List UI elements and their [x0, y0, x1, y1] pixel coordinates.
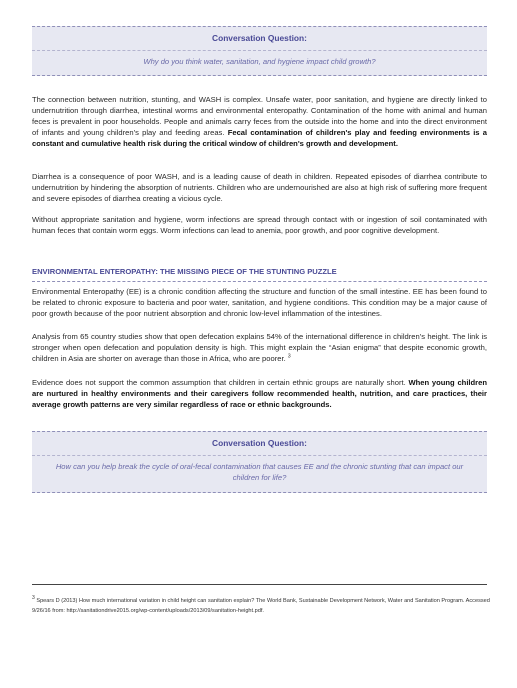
ee-paragraph: Environmental Enteropathy (EE) is a chronic condition affecting the structure and function of the small intestine. EE has been found to be related to chronic exposure to bacteria and poor water, sanitation, and hygiene conditions. This condition may be a major cause of poor growth because of the poor nutrient absorption and chronic low-level inflammation of the intestines.: [32, 287, 487, 318]
intro-paragraph: [32, 94, 487, 149]
analysis-paragraph: [32, 331, 487, 364]
worm-paragraph: Without appropriate sanitation and hygiene, worm infections are spread through contact with or ingestion of soil contaminated with human feces that contain worm eggs. Worm infections can lead to anemia, poor growth, and poor cognitive development.: [32, 215, 487, 235]
footnote-text: Spears D (2013) How much international variation in child height can sanitation explain? The World Bank, Sustainable Development Network, Water and Sanitation Program. Accessed 9/26/16 from: http://sanitationdrive2015.org/wp-content/uploads/2013/09/sanitation-height.pdf.: [32, 598, 490, 614]
intro-text: The connection between nutrition, stunting, and WASH is complex. Unsafe water, poor sanitation, and hygiene are directly linked to undernutrition through diarrhea, intestinal worms and environmental enteropathy. Contamination of the home with animal and human feces is prevalent in poor households. People and animals carry feces from the outside into the home and into the direct environment of infants and young children's play and feeding areas.: [32, 95, 487, 137]
footnote-reference[interactable]: 3: [287, 353, 291, 360]
evidence-bold-text: When young children are nurtured in healthy environments and their caregivers follow recommended health, nutrition, and care practices, their average growth patterns are very similar regardless of race or ethnic backgrounds.: [32, 378, 487, 409]
intro-bold-text: Fecal contamination of children's play and feeding environments is a constant and cumulative health risk during the critical window of children's growth and development.: [32, 128, 487, 148]
section-heading: ENVIRONMENTAL ENTEROPATHY: THE MISSING PIECE OF THE STUNTING PUZZLE: [32, 267, 337, 276]
conversation-question: How can you help break the cycle of oral-fecal contamination that causes EE and the chronic stunting that can impact our children for life?: [55, 462, 464, 482]
conversation-title: Conversation Question:: [212, 33, 307, 43]
conversation-question: Why do you think water, sanitation, and hygiene impact child growth?: [143, 57, 376, 66]
conversation-box-top: [32, 26, 487, 76]
section-divider: [32, 281, 487, 282]
conversation-title: Conversation Question:: [212, 438, 307, 448]
footnote-divider: [32, 584, 487, 585]
diarrhea-paragraph: Diarrhea is a consequence of poor WASH, and is a leading cause of death in children. Repeated episodes of diarrhea contribute to undernutrition by hindering the absorption of nutrients. Children who are undernourished are also at high risk of suffering more frequent and severe episodes of diarrhea creating a vicious cycle.: [32, 172, 487, 203]
conversation-box-bottom: [32, 431, 487, 493]
evidence-paragraph: [32, 377, 487, 410]
analysis-text: Analysis from 65 country studies show that open defecation explains 54% of the international difference in children's height. The link is stronger when open defecation and population density is high. This might explain the “Asian enigma” that despite economic growth, children in Asia are shorter on average than those in Africa, who are poorer.: [32, 332, 487, 363]
footnote-number: 3: [32, 595, 35, 602]
footnote: [32, 596, 492, 616]
evidence-text: Evidence does not support the common assumption that children in certain ethnic groups are naturally short.: [32, 378, 406, 387]
